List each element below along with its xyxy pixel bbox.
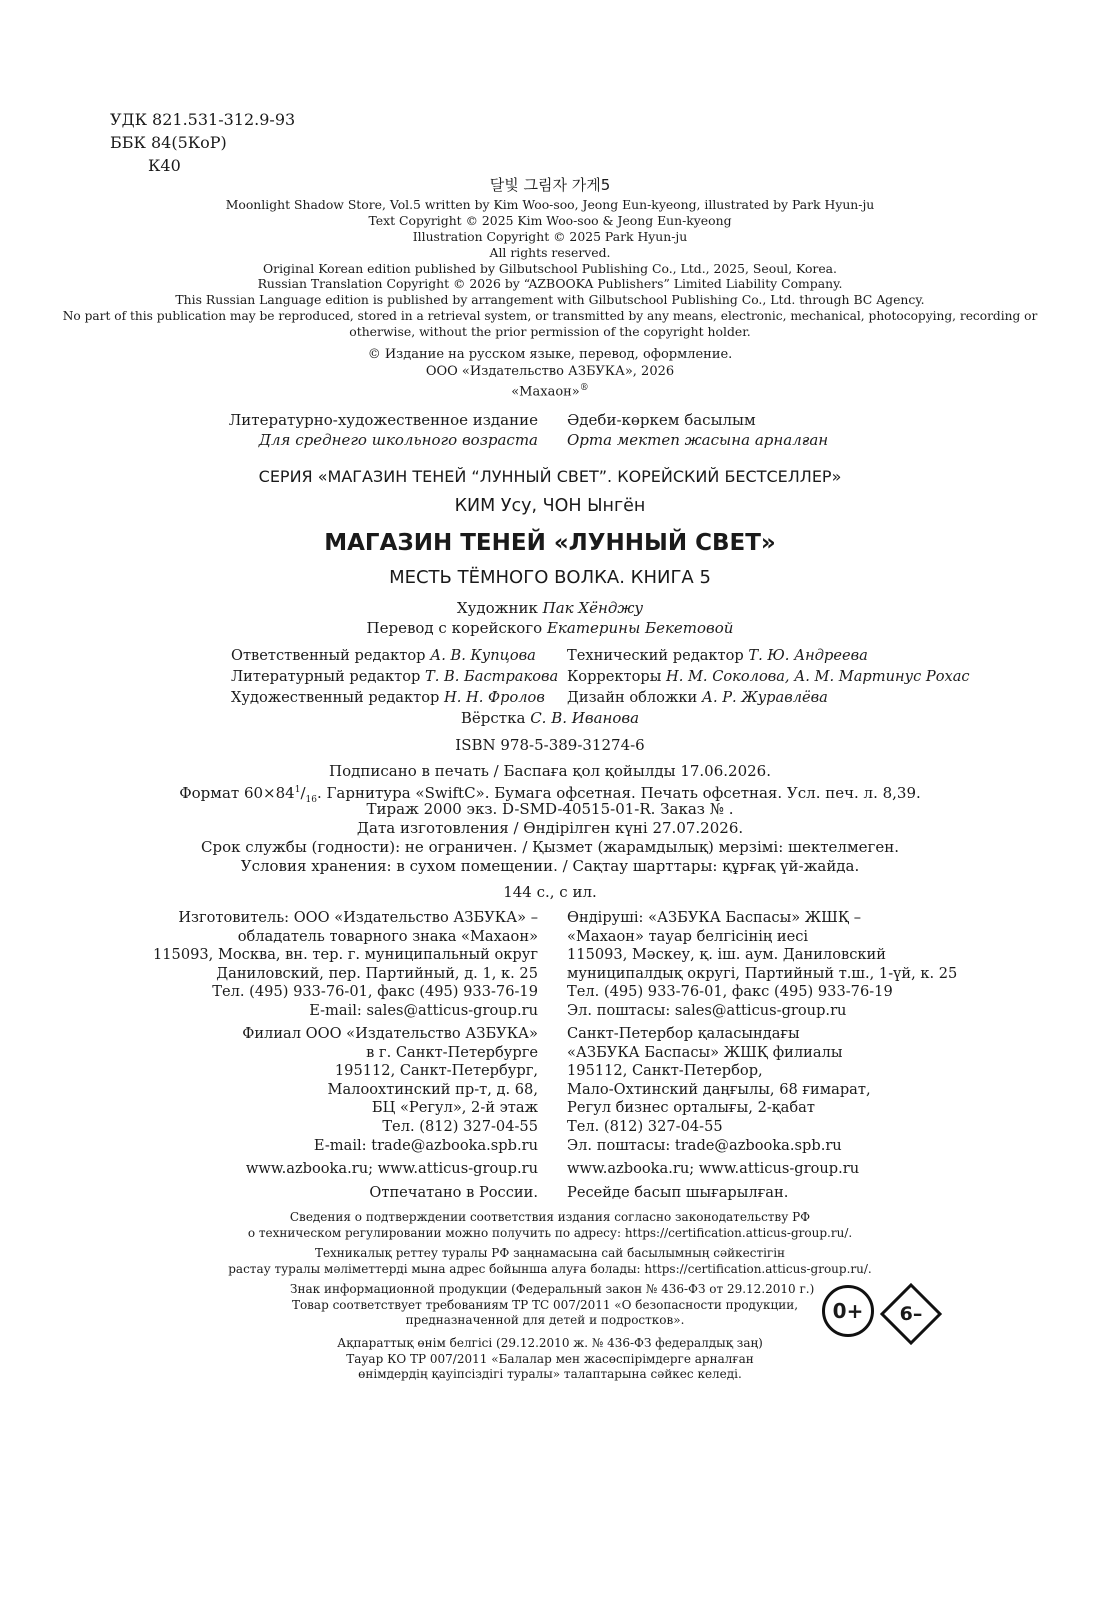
info-kz: Ақпараттық өнім белгісі (29.12.2010 ж. № 436-ФЗ федералдық заң) Тауар КО ТР 007/2011 «Балалар мен жасөспірімдерге арналған өнімдердің қауіпсіздігі туралы» талаптарына сәйкес келеді. xyxy=(337,1336,763,1382)
age-group-kz: Орта мектеп жасына арналған xyxy=(567,431,829,449)
genre-ru: Литературно-художественное издание xyxy=(228,411,538,429)
staff-entry: Ответственный редактор А. В. Купцова xyxy=(231,647,536,664)
isbn: ISBN 978-5-389-31274-6 xyxy=(455,736,645,754)
copyright-ru-line: © Издание на русском языке, перевод, оформление. xyxy=(367,347,733,362)
copyright-line: No part of this publication may be reproduced, stored in a retrieval system, or transmitted by any means, electronic, mechanical, photocopying, recording or xyxy=(62,309,1038,323)
copyright-line: All rights reserved. xyxy=(489,245,611,260)
book-subtitle: МЕСТЬ ТЁМНОГО ВОЛКА. КНИГА 5 xyxy=(389,567,711,588)
illustrator-line: Художник Пак Хёнджу xyxy=(456,599,644,617)
copyright-line: otherwise, without the prior permission of the copyright holder. xyxy=(349,324,751,339)
maker-kz: Өндіруші: «АЗБУКА Баспасы» ЖШҚ – «Махаон» тауар белгісінің иесі 115093, Мәскеу, қ. іш. аум. Даниловский муниципалдық округі, Партийный т.ш., 1-үй, к. 25 Тел. (495) 933-76-01, факс (495) 933-76-19 Эл. поштасы: sales@atticus-group.ru xyxy=(567,909,958,1019)
website-kz: www.azbooka.ru; www.atticus-group.ru xyxy=(567,1160,860,1177)
branch-ru: Филиал ООО «Издательство АЗБУКА» в г. Санкт-Петербурге 195112, Санкт-Петербург, Малоохтинский пр-т, д. 68, БЦ «Регул», 2-й этаж Тел. (812) 327-04-55 E-mail: trade@azbooka.spb.ru xyxy=(242,1025,538,1154)
staff-entry: Корректоры Н. М. Соколова, А. М. Мартинус Рохас xyxy=(567,668,970,685)
info-ru: Знак информационной продукции (Федеральный закон № 436-ФЗ от 29.12.2010 г.) Товар соответствует требованиям ТР ТС 007/2011 «О безопасности продукции, предназначенной для детей и подростков». xyxy=(290,1282,815,1328)
author-mark: К40 xyxy=(148,156,181,175)
cert-ru-line: Сведения о подтверждении соответствия издания согласно законодательству РФ xyxy=(289,1210,811,1224)
copyright-line: Illustration Copyright © 2025 Park Hyun-ju xyxy=(412,229,688,244)
age-rating-circle-icon: 0+ xyxy=(822,1285,874,1337)
translator-line: Перевод с корейского Екатерины Бекетовой xyxy=(366,619,734,637)
staff-entry: Литературный редактор Т. В. Бастракова xyxy=(231,668,559,685)
staff-left-column xyxy=(231,645,558,708)
printed-kz: Ресейде басып шығарылған. xyxy=(567,1184,789,1201)
maker-ru: Изготовитель: ООО «Издательство АЗБУКА» – обладатель товарного знака «Махаон» 115093, Москва, вн. тер. г. муниципальный округ Даниловский, пер. Партийный, д. 1, к. 25 Тел. (495) 933-76-01, факс (495) 933-76-19 E-mail: sales@atticus-group.ru xyxy=(152,909,538,1019)
branch-kz: Санкт-Петербор қаласындағы «АЗБУКА Баспасы» ЖШҚ филиалы 195112, Санкт-Петербор, Мало-Охтинский даңғылы, 68 ғимарат, Регул бизнес орталығы, 2-қабат Тел. (812) 327-04-55 Эл. поштасы: trade@azbooka.spb.ru xyxy=(567,1025,871,1154)
copyright-ru-line: ООО «Издательство АЗБУКА», 2026 xyxy=(425,364,675,379)
genre-kz: Әдеби-көркем басылым xyxy=(567,411,756,429)
printed-ru: Отпечатано в России. xyxy=(369,1184,538,1201)
staff-right-column xyxy=(567,645,970,708)
age-rating-diamond-label: 6– xyxy=(899,1303,923,1325)
layout-staff: Вёрстка С. В. Иванова xyxy=(460,709,640,727)
service-life: Срок службы (годности): не ограничен. / Қызмет (жарамдылық) мерзімі: шектелмеген. xyxy=(201,838,899,856)
print-signed: Подписано в печать / Баспаға қол қойылды 17.06.2026. xyxy=(329,762,771,780)
copyright-line: Russian Translation Copyright © 2026 by “AZBOOKA Publishers” Limited Liability Company. xyxy=(257,276,843,291)
series-title: СЕРИЯ «МАГАЗИН ТЕНЕЙ “ЛУННЫЙ СВЕТ”. КОРЕЙСКИЙ БЕСТСЕЛЛЕР» xyxy=(258,467,842,486)
copyright-line: Text Copyright © 2025 Kim Woo-soo & Jeong Eun-kyeong xyxy=(368,213,732,228)
print-format: Формат $60\times 84^1/_{16}$. Гарнитура «SwiftC». Бумага офсетная. Печать офсетная. Усл. печ. л. 8,39. xyxy=(179,784,921,805)
bbk-code: ББК 84(5КоР) xyxy=(110,133,227,152)
print-run: Тираж 2000 экз. D-SMD-40515-01-R. Заказ № . xyxy=(366,800,734,818)
korean-title: 달빛 그림자 가게5 xyxy=(489,176,611,194)
copyright-line: Moonlight Shadow Store, Vol.5 written by Kim Woo-soo, Jeong Eun-kyeong, illustrated by Park Hyun-ju xyxy=(225,197,875,212)
page-count: 144 с., с ил. xyxy=(503,883,597,901)
staff-entry: Дизайн обложки А. Р. Журавлёва xyxy=(567,689,828,706)
cert-ru-line: о техническом регулировании можно получить по адресу: https://certification.atticus-group.ru/. xyxy=(247,1226,853,1240)
age-group-ru: Для среднего школьного возраста xyxy=(258,431,538,449)
authors: КИМ Усу, ЧОН Ынгён xyxy=(454,496,646,516)
copyright-line: Original Korean edition published by Gilbutschool Publishing Co., Ltd., 2025, Seoul, Korea. xyxy=(263,261,837,276)
copyright-line: This Russian Language edition is published by arrangement with Gilbutschool Publishing Co., Ltd. through BC Agency. xyxy=(175,292,925,307)
staff-entry: Технический редактор Т. Ю. Андреева xyxy=(567,647,868,664)
manufacture-date: Дата изготовления / Өндірілген күні 27.07.2026. xyxy=(356,819,744,837)
udk-code: УДК 821.531-312.9-93 xyxy=(110,110,296,129)
trademark: «Махаон»® xyxy=(511,383,589,400)
staff-entry: Художественный редактор Н. Н. Фролов xyxy=(231,689,545,706)
book-title: МАГАЗИН ТЕНЕЙ «ЛУННЫЙ СВЕТ» xyxy=(324,530,776,556)
cert-kz-line: растау туралы мәліметтерді мына адрес бойынша алуға болады: https://certification.atticus-group.ru/. xyxy=(228,1262,872,1276)
website-ru: www.azbooka.ru; www.atticus-group.ru xyxy=(245,1160,538,1177)
cert-kz-line: Техникалық реттеу туралы РФ заңнамасына сай басылымның сәйкестігін xyxy=(314,1246,786,1260)
storage-conditions: Условия хранения: в сухом помещении. / Сақтау шарттары: құрғақ үй-жайда. xyxy=(240,857,860,875)
